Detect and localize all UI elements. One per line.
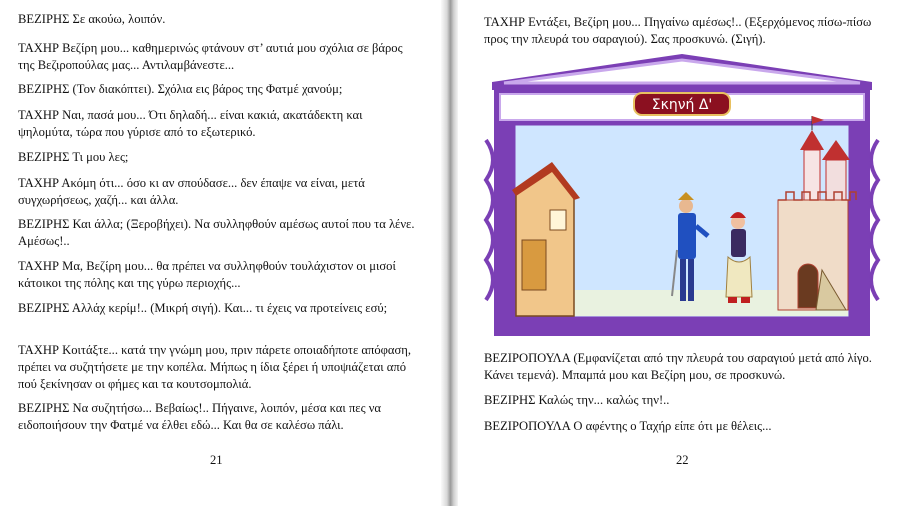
right-pillar — [850, 124, 870, 334]
dialogue-line: ΒΕΖΙΡΟΠΟΥΛΑ (Εμφανίζεται από την πλευρά του σαραγιού μετά από λίγο. Κάνει τεμενά). Μπαμπά μου και Βεζίρη μου, σε προσκυνώ. — [484, 351, 872, 382]
left-pillar — [494, 124, 514, 334]
dialogue-line: ΒΕΖΙΡΗΣ Αλλάχ κερίμ!.. (Μικρή σιγή). Και... τι έχεις να προτείνεις εσύ; — [18, 301, 388, 315]
page-number: 21 — [210, 453, 223, 467]
dialogue-line: ΤΑΧΗΡ Εντάξει, Βεζίρη μου... Πηγαίνω αμέσως!.. (Εξερχόμενος πίσω-πίσω προς την πλευρά του σαραγιού). Σας προσκυνώ. (Σιγή). — [484, 15, 872, 46]
dialogue-line: ΤΑΧΗΡ Ακόμη ότι... όσο κι αν σπούδασε... δεν έπαψε να είναι, μετά συγχωρήσεως, χαζή... και άλλα. — [18, 176, 365, 207]
dialogue-line: ΒΕΖΙΡΟΠΟΥΛΑ Ο αφέντης ο Ταχήρ είπε ότι με θέλεις... — [484, 419, 772, 433]
dialogue-line: ΒΕΖΙΡΗΣ Καλώς την... καλώς την!.. — [484, 393, 670, 407]
dialogue-line: ΤΑΧΗΡ Ναι, πασά μου... Ότι δηλαδή... είναι κακιά, ακατάδεκτη και ψηλομύτα, τώρα που γύρισε από το εξωτερικό. — [18, 108, 363, 139]
dialogue-line: ΒΕΖΙΡΗΣ Να συζητήσω... Βεβαίως!.. Πήγαινε, λοιπόν, μέσα και πες να ειδοποιήσουν την Φατμέ να έλθει εδώ... Και θα σε καλέσω πάλι. — [18, 401, 382, 432]
dialogue-line: ΤΑΧΗΡ Βεζίρη μου... καθημερινώς φτάνουν στ’ αυτιά μου σχόλια σε βάρος της Βεζιροπούλας μας... Αντιλαμβάνεστε... — [18, 41, 403, 72]
dialogue-line: ΒΕΖΙΡΗΣ (Τον διακόπτει). Σχόλια εις βάρος της Φατμέ χανούμ; — [18, 82, 343, 96]
stage-pediment — [504, 60, 860, 83]
dialogue-line: ΤΑΧΗΡ Κοιτάξτε... κατά την γνώμη μου, πριν πάρετε οποιαδήποτε απόφαση, πρέπει να συζητήσετε με την κοπέλα. Μήπως η ίδια ξέρει ή υποψιάζεται από πού ξεκίνησαν οι φήμες και τα κουτσομπολιά. — [18, 343, 412, 391]
right-page — [458, 0, 901, 506]
dialogue-line: ΒΕΖΙΡΗΣ Σε ακούω, λοιπόν. — [18, 12, 166, 26]
left-scroll-ornament — [486, 140, 493, 300]
stage-base — [494, 318, 870, 336]
page-number: 22 — [676, 453, 689, 467]
book-gutter — [441, 0, 458, 506]
right-scroll-ornament — [871, 140, 878, 300]
shadow-theatre-illustration — [482, 50, 882, 340]
left-page — [0, 0, 441, 506]
scene-sign-text: Σκηνή Δ' — [651, 97, 713, 113]
dialogue-line: ΤΑΧΗΡ Μα, Βεζίρη μου... θα πρέπει να συλληφθούν τουλάχιστον οι μισοί κάτοικοι της πόλης και της γύρω περιοχής... — [18, 259, 396, 290]
dialogue-line: ΒΕΖΙΡΗΣ Τι μου λες; — [18, 150, 129, 164]
dialogue-line: ΒΕΖΙΡΗΣ Και άλλα; (Ξεροβήχει). Να συλληφθούν αμέσως αυτοί που τα λένε. Αμέσως!.. — [18, 217, 415, 248]
